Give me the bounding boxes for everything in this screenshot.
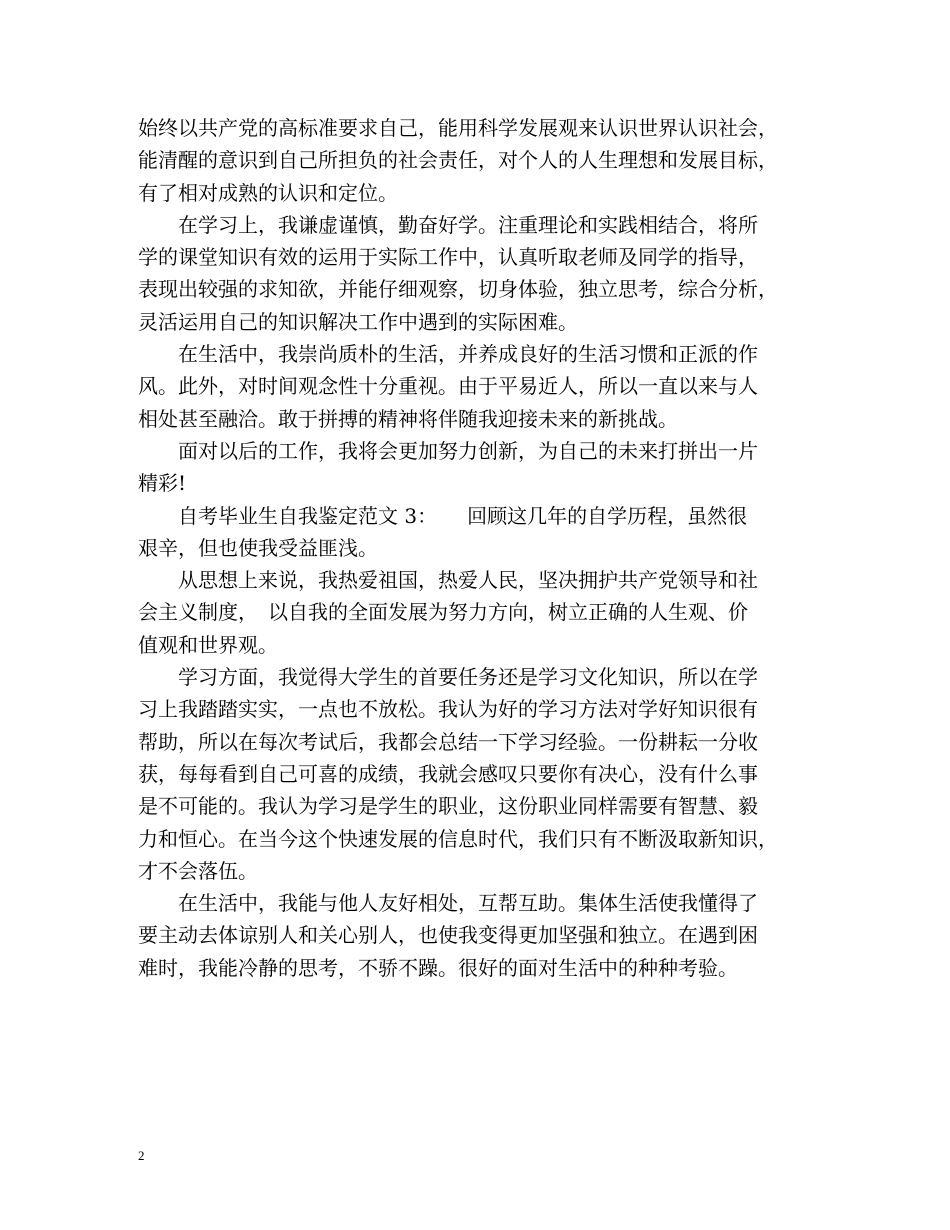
text-line: 在学习上，我谦虚谨慎，勤奋好学。注重理论和实践相结合，将所	[178, 212, 758, 237]
text-line: 会主义制度， 以自我的全面发展为努力方向，树立正确的人生观、价	[138, 600, 748, 625]
text-line: 在生活中，我能与他人友好相处，互帮互助。集体生活使我懂得了	[178, 891, 758, 916]
text-line: 获，每每看到自己可喜的成绩，我就会感叹只要你有决心，没有什么事	[138, 761, 758, 786]
text-line: 帮助，所以在每次考试后，我都会总结一下学习经验。一份耕耘一分收	[138, 729, 758, 754]
text-line: 学习方面，我觉得大学生的首要任务还是学习文化知识，所以在学	[178, 665, 758, 690]
paragraph-7	[138, 661, 828, 887]
text-line: 灵活运用自己的知识解决工作中遇到的实际困难。	[138, 309, 578, 334]
text-line: 要主动去体谅别人和关心别人，也使我变得更加坚强和独立。在遇到困	[138, 923, 758, 948]
text-line: 在生活中，我崇尚质朴的生活，并养成良好的生活习惯和正派的作	[178, 342, 758, 367]
text-line: 才不会落伍。	[138, 858, 258, 883]
text-line: 面对以后的工作，我将会更加努力创新，为自己的未来打拼出一片	[178, 438, 758, 463]
text-line: 艰辛，但也使我受益匪浅。	[138, 535, 378, 560]
paragraph-1	[138, 112, 828, 209]
text-line: 始终以共产党的高标准要求自己，能用科学发展观来认识世界认识社会，	[138, 116, 778, 140]
paragraph-4	[138, 435, 828, 500]
text-line: 自考毕业生自我鉴定范文 3： 回顾这几年的自学历程，虽然很	[178, 503, 748, 528]
text-line: 能清醒的意识到自己所担负的社会责任，对个人的人生理想和发展目标，	[138, 148, 778, 173]
text-line: 值观和世界观。	[138, 632, 278, 657]
text-line: 精彩!	[138, 471, 187, 496]
text-line: 习上我踏踏实实，一点也不放松。我认为好的学习方法对学好知识很有	[138, 697, 758, 722]
page-number: 2	[138, 1148, 145, 1163]
paragraph-3	[138, 338, 828, 435]
text-line: 力和恒心。在当今这个快速发展的信息时代，我们只有不断汲取新知识，	[138, 826, 778, 851]
text-line: 相处甚至融洽。敢于拼搏的精神将伴随我迎接未来的新挑战。	[138, 406, 678, 431]
text-line: 风。此外，对时间观念性十分重视。由于平易近人，所以一直以来与人	[138, 374, 758, 399]
paragraph-8	[138, 887, 828, 984]
text-line: 有了相对成熟的认识和定位。	[138, 180, 398, 205]
text-line: 表现出较强的求知欲，并能仔细观察，切身体验，独立思考，综合分析，	[138, 277, 778, 302]
paragraph-2	[138, 209, 828, 338]
text-line: 难时，我能冷静的思考，不骄不躁。很好的面对生活中的种种考验。	[138, 955, 738, 980]
paragraph-6	[138, 564, 828, 661]
text-line: 从思想上来说，我热爱祖国，热爱人民，坚决拥护共产党领导和社	[178, 568, 758, 593]
text-line: 学的课堂知识有效的运用于实际工作中，认真听取老师及同学的指导，	[138, 245, 758, 270]
text-line: 是不可能的。我认为学习是学生的职业，这份职业同样需要有智慧、毅	[138, 794, 758, 819]
body-text	[138, 112, 828, 984]
paragraph-5	[138, 500, 828, 565]
